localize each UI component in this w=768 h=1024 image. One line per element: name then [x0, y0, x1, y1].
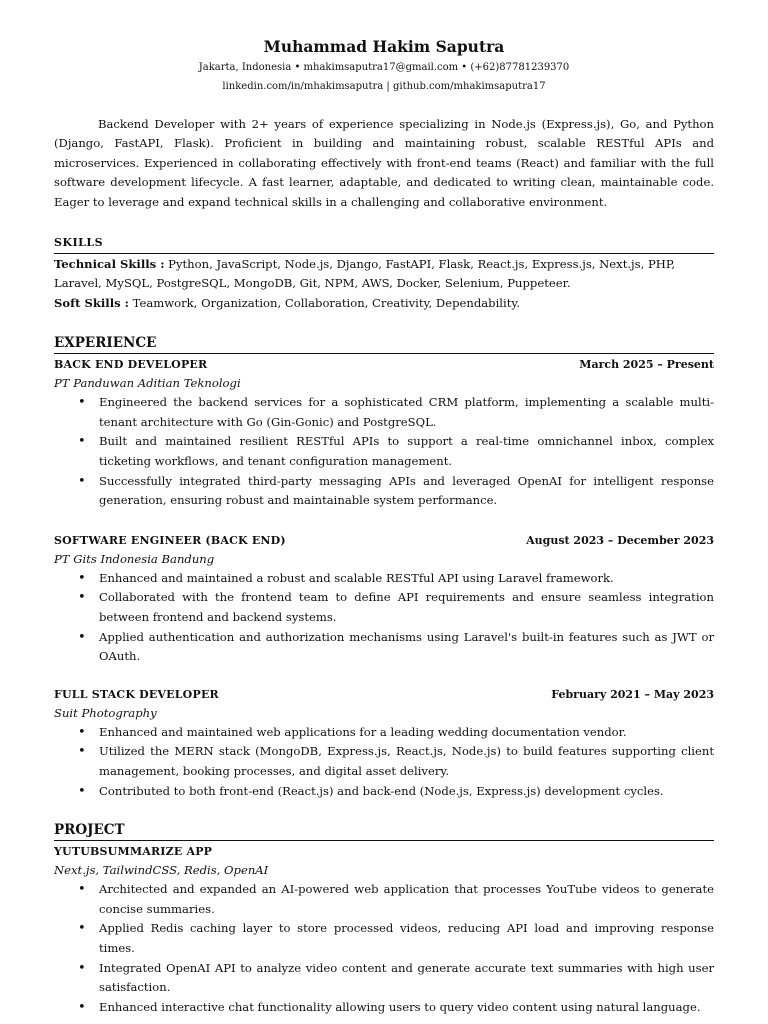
list-item: • Built and maintained resilient RESTful APIs to support a real-time omnichannel inbox, complex ticketing workflows, and tenant configuration management. — [99, 432, 714, 471]
job-entry — [54, 531, 714, 667]
project-header — [54, 842, 714, 861]
job-dates: August 2023 – December 2023 — [526, 533, 714, 547]
skills-heading: SKILLS — [54, 235, 714, 254]
list-item: • Integrated OpenAI API to analyze video content and generate accurate text summaries with high user satisfaction. — [99, 959, 714, 998]
job-header — [54, 531, 714, 550]
list-item: • Enhanced and maintained web applications for a leading wedding documentation vendor. — [99, 723, 714, 743]
technical-skills-value: Python, JavaScript, Node.js, Django, FastAPI, Flask, React.js, Express.js, Next.js, PHP, Laravel, MySQL, PostgreSQL, MongoDB, Git, NPM, AWS, Docker, Selenium, Puppeteer. — [54, 257, 676, 291]
experience-heading: EXPERIENCE — [54, 334, 714, 354]
list-item: • Applied Redis caching layer to store processed videos, reducing API load and improving response times. — [99, 919, 714, 958]
job-title: SOFTWARE ENGINEER (BACK END) — [54, 533, 286, 547]
list-item: • Utilized the MERN stack (MongoDB, Express.js, React.js, Node.js) to build features supporting client management, booking processes, and digital asset delivery. — [99, 742, 714, 781]
job-dates: February 2021 – May 2023 — [551, 687, 714, 701]
job-entry — [54, 685, 714, 801]
soft-skills-label: Soft Skills : — [54, 295, 129, 310]
project-entry — [54, 842, 714, 1017]
project-bullets — [54, 880, 714, 1017]
technical-skills — [54, 255, 714, 294]
soft-skills — [54, 294, 714, 313]
project-stack: Next.js, TailwindCSS, Redis, OpenAI — [54, 863, 269, 878]
list-item: • Applied authentication and authorization mechanisms using Laravel's built-in features such as JWT or OAuth. — [99, 628, 714, 667]
skills-section — [54, 235, 714, 313]
list-item: • Enhanced and maintained a robust and scalable RESTful API using Laravel framework. — [99, 569, 714, 589]
list-item: • Enhanced interactive chat functionality allowing users to query video content using natural language. — [99, 998, 714, 1018]
project-heading: PROJECT — [54, 821, 714, 841]
job-company: PT Panduwan Aditian Teknologi — [54, 376, 241, 391]
project-section — [54, 821, 714, 1017]
job-dates: March 2025 – Present — [579, 358, 714, 372]
job-bullets — [54, 723, 714, 801]
job-entry — [54, 355, 714, 511]
list-item: • Architected and expanded an AI-powered web application that processes YouTube videos to generate concise summaries. — [99, 880, 714, 919]
technical-skills-label: Technical Skills : — [54, 257, 165, 272]
job-header — [54, 355, 714, 374]
job-title: BACK END DEVELOPER — [54, 358, 208, 372]
candidate-name: Muhammad Hakim Saputra — [263, 37, 505, 56]
summary-paragraph: Backend Developer with 2+ years of experience specializing in Node.js (Express.js), Go, and Python (Django, FastAPI, Flask). Proficient in building and maintaining robust, scalable RESTful APIs and microservices. Experienced in collaborating effectively with front-end teams (React) and familiar with the full software development lifecycle. A fast learner, adaptable, and dedicated to writing clean, maintainable code. Eager to leverage and expand technical skills in a challenging and collaborative environment. — [54, 117, 714, 209]
soft-skills-value: Teamwork, Organization, Collaboration, Creativity, Dependability. — [132, 295, 521, 310]
job-bullets — [54, 569, 714, 667]
list-item: • Engineered the backend services for a sophisticated CRM platform, implementing a scalable multi-tenant architecture with Go (Gin-Gonic) and PostgreSQL. — [99, 393, 714, 432]
list-item: • Collaborated with the frontend team to define API requirements and ensure seamless integration between frontend and backend systems. — [99, 588, 714, 627]
list-item: • Contributed to both front-end (React.js) and back-end (Node.js, Express.js) development cycles. — [99, 782, 714, 802]
links-line: linkedin.com/in/mhakimsaputra | github.com/mhakimsaputra17 — [222, 81, 546, 92]
job-company: PT Gits Indonesia Bandung — [54, 551, 215, 566]
contact-line: Jakarta, Indonesia • mhakimsaputra17@gmail.com • (+62)87781239370 — [198, 62, 570, 73]
project-title: YUTUBSUMMARIZE APP — [54, 845, 213, 859]
experience-section — [54, 334, 714, 801]
job-header — [54, 685, 714, 704]
list-item: • Successfully integrated third-party messaging APIs and leveraged OpenAI for intelligent response generation, ensuring robust and maintainable system performance. — [99, 472, 714, 511]
job-bullets — [54, 393, 714, 511]
job-title: FULL STACK DEVELOPER — [54, 687, 219, 701]
job-company: Suit Photography — [54, 705, 157, 720]
